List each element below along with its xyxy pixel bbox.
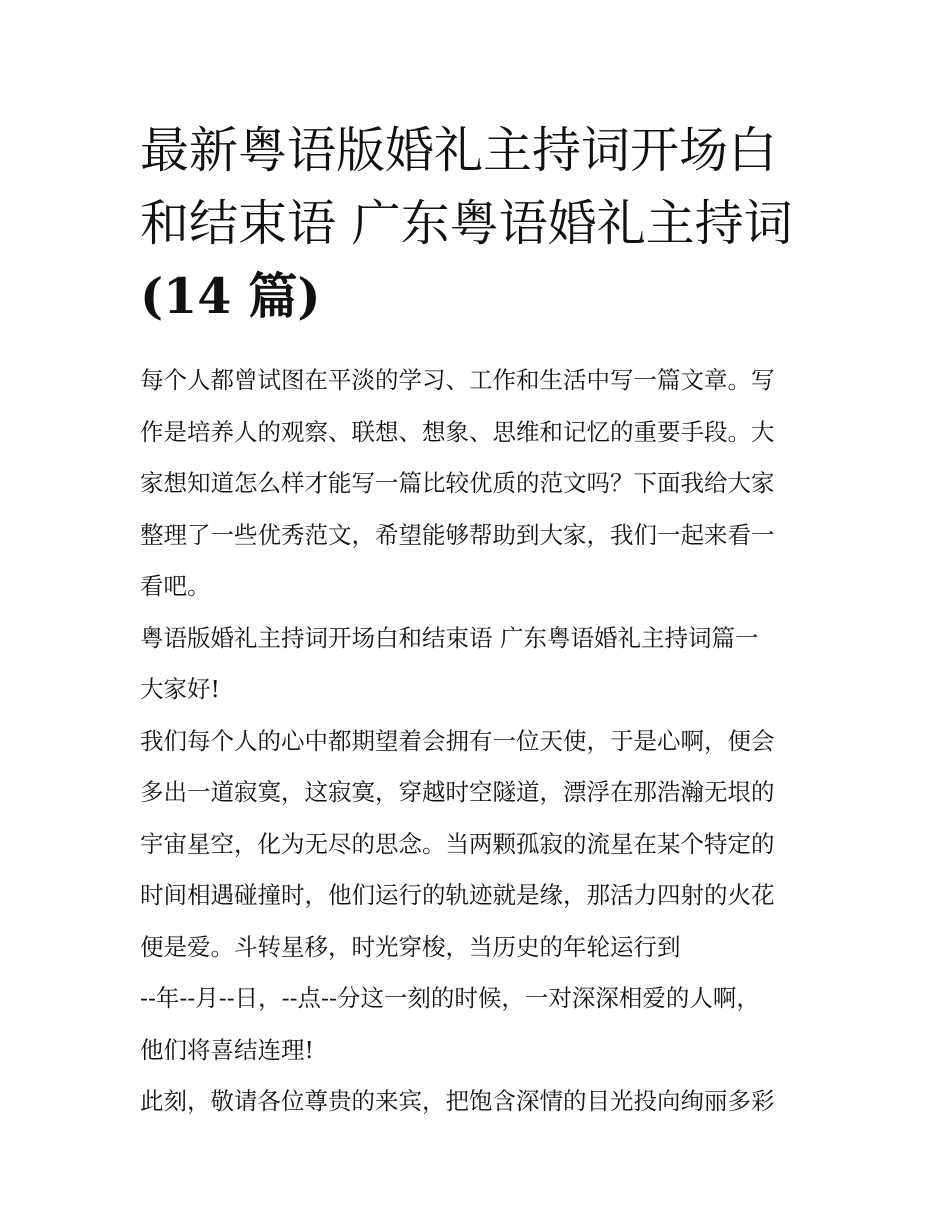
- title-line: 和结束语 广东粤语婚礼主持词: [140, 195, 793, 252]
- text-line: 他们将喜结连理!: [140, 1035, 314, 1064]
- text-line: 大家好!: [140, 675, 220, 703]
- intro-paragraph: [140, 355, 820, 613]
- text-line: 此刻，敬请各位尊贵的来宾，把饱含深情的目光投向绚丽多彩: [140, 1087, 775, 1115]
- text-line: 我们每个人的心中都期望着会拥有一位天使，于是心啊，便会: [140, 726, 775, 755]
- text-line: --年--月--日，--点--分这一刻的时候，一对深深相爱的人啊，: [140, 984, 760, 1012]
- text-line: 粤语版婚礼主持词开场白和结束语 广东粤语婚礼主持词篇一: [140, 623, 759, 652]
- text-line: 看吧。: [140, 572, 211, 600]
- greeting-paragraph: [140, 664, 820, 716]
- text-line: 家想知道怎么样才能写一篇比较优质的范文吗？下面我给大家: [140, 469, 775, 497]
- text-line: 多出一道寂寞，这寂寞，穿越时空隧道，漂浮在那浩瀚无垠的: [140, 778, 775, 806]
- text-line: 作是培养人的观察、联想、想象、思维和记忆的重要手段。大: [140, 417, 775, 446]
- text-line: 便是爱。斗转星移，时光穿梭，当历史的年轮运行到: [140, 932, 681, 961]
- text-line: 每个人都曾试图在平淡的学习、工作和生活中写一篇文章。写: [140, 366, 775, 394]
- body-paragraph: [140, 1076, 820, 1128]
- text-line: 整理了一些优秀范文，希望能够帮助到大家，我们一起来看一: [140, 520, 775, 549]
- section-heading: [140, 613, 820, 665]
- document-title: [140, 114, 830, 333]
- document-body: [140, 355, 820, 1128]
- text-line: 时间相遇碰撞时，他们运行的轨迹就是缘，那活力四射的火花: [140, 881, 775, 909]
- text-line: 宇宙星空，化为无尽的思念。当两颗孤寂的流星在某个特定的: [140, 829, 775, 858]
- body-paragraph: [140, 973, 820, 1076]
- body-paragraph: [140, 716, 820, 974]
- title-line: 最新粤语版婚礼主持词开场白: [140, 122, 778, 179]
- title-line: (14 篇): [140, 267, 321, 325]
